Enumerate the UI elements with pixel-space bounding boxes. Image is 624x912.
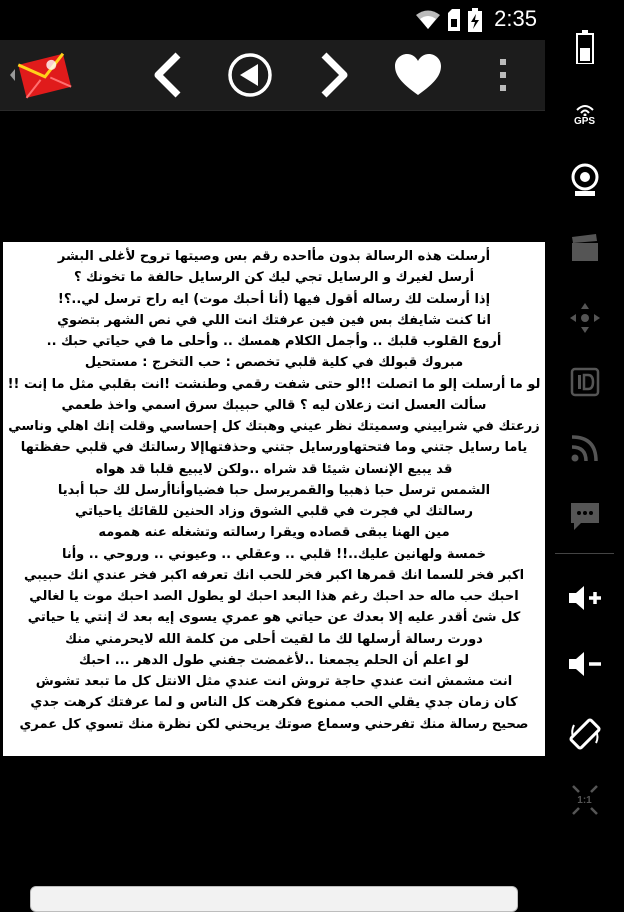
forward-arrow-icon (314, 51, 354, 99)
bottom-input-bar[interactable] (30, 886, 518, 912)
volume-down-button[interactable] (545, 642, 624, 686)
side-separator (555, 553, 614, 554)
app-logo-button[interactable] (4, 40, 76, 110)
sms-control[interactable] (545, 494, 624, 538)
battery-charging-icon (467, 8, 483, 32)
status-bar (0, 0, 545, 40)
overflow-menu-button[interactable] (488, 40, 518, 110)
message-line: انا كنت شايفك بس فين فين عرفتك انت اللي في نص الشهر بتضوي (57, 312, 491, 328)
play-reverse-button[interactable] (222, 40, 278, 110)
message-line: زرعتك في شراييني وسميتك نظر عيني وهبتك كل إحساسي وقلت إنك اهلي وناسي (8, 419, 540, 434)
gps-label: GPS (573, 115, 596, 127)
emulator-side-panel (545, 0, 624, 900)
message-line: كان زمان جدي يقلي الحب ممنوع فكرهت كل الناس و لما عرفتك كرهت جدي (30, 695, 518, 711)
message-line: إذا أرسلت لك رساله أقول فيها (أنا أحبك موت) ايه راح ترسل لي..؟! (57, 291, 491, 307)
message-line: مبروك قبولك في كلية قلبي تخصص : حب التخرج : مستحيل (84, 355, 464, 371)
volume-up-icon (567, 583, 603, 613)
message-line: خمسة ولهانين عليك..!! قلبي .. وعقلي .. وعيوني .. وروحي .. وأنا (61, 546, 487, 562)
message-content (3, 242, 545, 756)
message-line: سألت العسل انت زعلان ليه ؟ قالي حبيبك سرق اسمي واخذ طعمي (61, 397, 487, 413)
message-lines (3, 242, 545, 735)
overflow-menu-icon (498, 58, 508, 92)
message-line: احبك حب ماله حد احبك رغم هذا البعد احبك لو يطول الصد احبك موت يا لغالي (29, 589, 519, 604)
message-line: رسالتك لي فجرت في قلبي الشوق وزاد الحنين للقائك ياحياتي (75, 504, 473, 519)
forward-button[interactable] (306, 40, 362, 110)
webcam-control[interactable] (545, 158, 624, 202)
favorite-button[interactable] (388, 40, 448, 110)
chat-bubble-icon (569, 501, 601, 531)
rss-icon (570, 433, 600, 463)
message-line: لو اعلم أن الحلم يجمعنا ..لأغمضت جفني طول الدهر ... احبك (79, 652, 469, 668)
message-line: كل شئ أقدر عليه إلا بعدك عن حياتي هو عمري يسوى إيه بعد ك إنتي يا حياتي (27, 610, 521, 626)
message-line: صحيح رسالة منك تفرحني وسماع صوتك يريحني لكن نظرة منك تسوي كل عمري (19, 716, 529, 732)
scale-label: 1:1 (577, 794, 592, 806)
top-toolbar (0, 40, 545, 111)
id-card-icon (570, 367, 600, 397)
status-time: 2:35 (494, 6, 537, 31)
battery-icon (576, 30, 594, 64)
video-control[interactable] (545, 226, 624, 270)
message-line: الشمس ترسل حبا ذهبيا والقمريرسل حبا فضياوأناأرسل لك حبا أبديا (57, 482, 491, 498)
message-line: لو ما أرسلت إلو ما اتصلت !!لو حتى شفت رقمي وطنشت !انت بقلبي مثل ما إنت !! (7, 376, 541, 392)
app-logo-icon (6, 47, 74, 103)
play-reverse-icon (227, 52, 273, 98)
back-arrow-icon (148, 51, 188, 99)
back-button[interactable] (140, 40, 196, 110)
wifi-icon (415, 9, 441, 31)
message-line: قد يبيع الإنسان شيئا قد شراه ..ولكن لايبيع قلبا قد هواه (95, 461, 453, 477)
message-line: أرسلت هذه الرسالة بدون مأاحده رقم بس وصيتها تروح لأغلى البشر (57, 249, 491, 264)
heart-icon (393, 53, 443, 97)
clapperboard-icon (570, 233, 600, 263)
message-line: ياما رسايل جتني وما فتحتهاورسايل جتني وحذفتهاإلا رسالتك في قلبي حفظتها (20, 440, 528, 456)
gps-signal-icon (574, 102, 596, 116)
volume-down-icon (567, 649, 603, 679)
status-icons (415, 8, 483, 32)
scale-button[interactable] (545, 778, 624, 822)
battery-control[interactable] (545, 22, 624, 72)
rotate-screen-icon (568, 717, 602, 751)
sim-card-icon (447, 9, 461, 31)
dpad-icon (569, 302, 601, 334)
dpad-control[interactable] (545, 296, 624, 340)
message-line: اكبر فخر للسما انك قمرها اكبر فخر للحب انك تعرفه اكبر فخر عندي انك حبيبي (23, 567, 525, 583)
message-line: أروع القلوب قلبك .. وأجمل الكلام همسك .. وأحلى ما في حياتي حبك .. (46, 334, 502, 349)
message-line: مين الهنا يبقى قصاده ويقرا رسالته وتشغله عنه همومه (98, 525, 450, 541)
device-id-control[interactable] (545, 360, 624, 404)
message-line: دورت رسالة أرسلها لك ما لقيت أحلى من كلمة الله لايحرمني منك (65, 631, 483, 647)
message-line: انت مشمش انت عندي حاجة تروش انت عندي مثل الانتل كل ما تبعد تشوش (35, 674, 513, 689)
gps-control[interactable] (545, 92, 624, 136)
message-line: أرسل لغيرك و الرسايل تجي ليك كن الرسايل حالفة ما تخونك ؟ (73, 270, 475, 286)
volume-up-button[interactable] (545, 576, 624, 620)
network-control[interactable] (545, 426, 624, 470)
rotate-button[interactable] (545, 712, 624, 756)
webcam-icon (570, 163, 600, 197)
